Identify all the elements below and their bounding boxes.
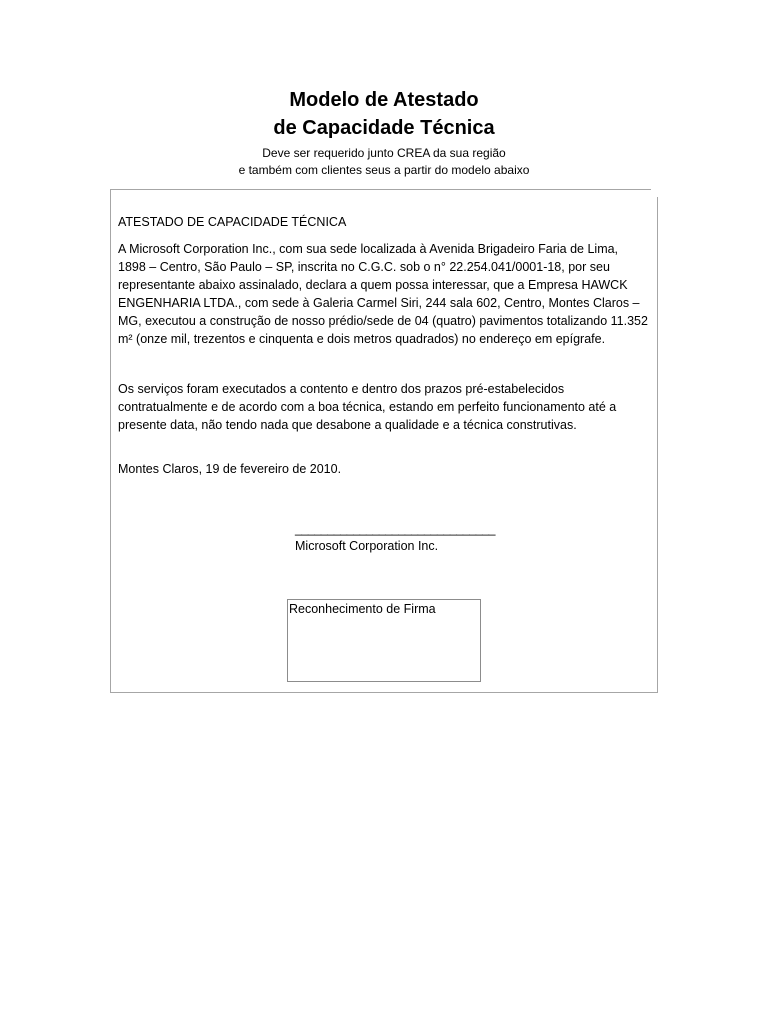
signatory-name: Microsoft Corporation Inc.	[295, 539, 439, 553]
signature-line: _______________________________	[295, 522, 496, 536]
page-title-line-1: Modelo de Atestado	[289, 89, 479, 111]
subtitle-line-2: e também com clientes seus a partir do modelo abaixo	[238, 163, 530, 177]
document-header	[0, 86, 768, 179]
attestation-paragraph-1: A Microsoft Corporation Inc., com sua sede localizada à Avenida Brigadeiro Faria de Lima, 1898 – Centro, São Paulo – SP, inscrita no C.G.C. sob o n° 22.254.041/0001-18, por seu representante abaixo assinalado, declara a quem possa interessar, que a Empresa HAWCK ENGENHARIA LTDA., com sede à Galeria Carmel Siri, 244 sala 602, Centro, Montes Claros – MG, executou a construção de nosso prédio/sede de 04 (quatro) pavimentos totalizando 11.352 m² (onze mil, trezentos e cinquenta e dois metros quadrados) no endereço em epígrafe.	[118, 242, 648, 346]
subtitle-line-1: Deve ser requerido junto CREA da sua região	[262, 146, 506, 160]
form-corner-gap	[651, 189, 658, 197]
attestation-heading: ATESTADO DE CAPACIDADE TÉCNICA	[118, 215, 347, 229]
notary-recognition-label: Reconhecimento de Firma	[289, 602, 436, 616]
attestation-paragraph-2: Os serviços foram executados a contento e dentro dos prazos pré-estabelecidos contratualmente e de acordo com a boa técnica, estando em perfeito funcionamento até a presente data, não tendo nada que desabone a qualidade e a técnica construtivas.	[118, 382, 617, 432]
notary-recognition-box	[287, 599, 481, 682]
page-title-line-2: de Capacidade Técnica	[273, 117, 495, 139]
place-and-date: Montes Claros, 19 de fevereiro de 2010.	[118, 462, 342, 476]
